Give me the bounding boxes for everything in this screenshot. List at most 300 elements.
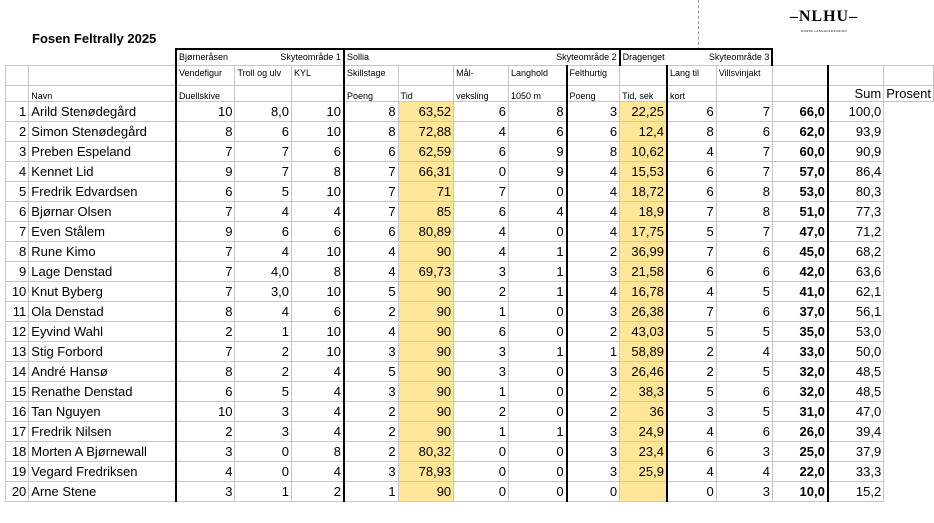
cell-tid: 90 (398, 481, 454, 501)
cell-rank: 19 (6, 461, 29, 481)
cell-kyl: 2 (292, 481, 344, 501)
cell-tidsek: 25,9 (620, 461, 667, 481)
cell-skillstage: 3 (344, 381, 398, 401)
col-malveksling: Mål- (454, 65, 509, 85)
cell-troll: 3 (235, 421, 292, 441)
cell-kyl: 4 (292, 201, 344, 221)
cell-tidsek: 18,72 (620, 181, 667, 201)
cell-skillstage: 7 (344, 181, 398, 201)
cell-tidsek: 10,62 (620, 141, 667, 161)
cell-troll: 2 (235, 341, 292, 361)
cell-langhold: 0 (508, 321, 566, 341)
col-poeng: Poeng (344, 85, 398, 101)
cell-tidsek: 58,89 (620, 341, 667, 361)
cell-rank: 13 (6, 341, 29, 361)
cell-vendefigur: 4 (176, 461, 235, 481)
table-row (6, 401, 934, 421)
cell-vendefigur: 8 (176, 301, 235, 321)
cell-langhold: 0 (508, 301, 566, 321)
cell-tid: 78,93 (398, 461, 454, 481)
cell-navn: Rune Kimo (29, 241, 176, 261)
group-bjorneraasen: Bjørneråsen Skyteområde 1 (176, 49, 344, 65)
cell-felthurtig: 4 (567, 181, 620, 201)
cell-sum: 62,0 (772, 121, 827, 141)
cell-navn: Stig Forbord (29, 341, 176, 361)
cell-kyl: 8 (292, 261, 344, 281)
cell-villsvin: 7 (716, 101, 772, 121)
results-table (5, 48, 934, 502)
cell-felthurtig: 1 (567, 341, 620, 361)
cell-navn: Eyvind Wahl (29, 321, 176, 341)
cell-langhold: 1 (508, 261, 566, 281)
cell-langtil: 7 (667, 201, 716, 221)
cell-troll: 3 (235, 401, 292, 421)
cell-malveksling: 2 (454, 281, 509, 301)
cell-langhold: 0 (508, 461, 566, 481)
cell-villsvin: 6 (716, 301, 772, 321)
cell-navn: Kennet Lid (29, 161, 176, 181)
cell-troll: 4 (235, 301, 292, 321)
cell-langhold: 0 (508, 481, 566, 501)
cell-tid: 62,59 (398, 141, 454, 161)
cell-malveksling: 4 (454, 221, 509, 241)
cell-langtil: 4 (667, 461, 716, 481)
cell-villsvin: 7 (716, 221, 772, 241)
cell-vendefigur: 9 (176, 221, 235, 241)
cell-skillstage: 2 (344, 441, 398, 461)
cell-felthurtig: 2 (567, 381, 620, 401)
cell-prosent: 63,6 (828, 261, 884, 281)
cell-vendefigur: 2 (176, 321, 235, 341)
cell-felthurtig: 0 (567, 481, 620, 501)
cell-prosent: 71,2 (828, 221, 884, 241)
table-row (6, 181, 934, 201)
cell-langhold: 8 (508, 101, 566, 121)
col-vendefigur: Vendefigur (176, 65, 235, 85)
cell-villsvin: 5 (716, 401, 772, 421)
cell-skillstage: 6 (344, 141, 398, 161)
cell-tid: 90 (398, 401, 454, 421)
cell-tid: 66,31 (398, 161, 454, 181)
table-row (6, 101, 934, 121)
cell-langtil: 8 (667, 121, 716, 141)
cell-felthurtig: 3 (567, 441, 620, 461)
cell-langhold: 1 (508, 341, 566, 361)
cell-skillstage: 8 (344, 101, 398, 121)
cell-kyl: 10 (292, 181, 344, 201)
subheader-row (6, 65, 934, 85)
cell-felthurtig: 3 (567, 361, 620, 381)
cell-villsvin: 6 (716, 241, 772, 261)
cell-prosent: 93,9 (828, 121, 884, 141)
cell-sum: 66,0 (772, 101, 827, 121)
cell-troll: 4 (235, 241, 292, 261)
cell-tidsek: 12,4 (620, 121, 667, 141)
cell-prosent: 62,1 (828, 281, 884, 301)
cell-langtil: 5 (667, 321, 716, 341)
cell-skillstage: 8 (344, 121, 398, 141)
cell-skillstage: 4 (344, 321, 398, 341)
col-kyl: KYL (292, 65, 344, 85)
cell-villsvin: 5 (716, 281, 772, 301)
cell-villsvin: 3 (716, 481, 772, 501)
cell-skillstage: 1 (344, 481, 398, 501)
cell-langhold: 6 (508, 121, 566, 141)
cell-malveksling: 6 (454, 101, 509, 121)
cell-vendefigur: 3 (176, 441, 235, 461)
cell-rank: 6 (6, 201, 29, 221)
cell-navn: Arild Stenødegård (29, 101, 176, 121)
cell-prosent: 68,2 (828, 241, 884, 261)
cell-villsvin: 5 (716, 321, 772, 341)
cell-tidsek: 16,78 (620, 281, 667, 301)
cell-vendefigur: 7 (176, 281, 235, 301)
table-row (6, 121, 934, 141)
cell-tid: 71 (398, 181, 454, 201)
cell-skillstage: 4 (344, 241, 398, 261)
cell-malveksling: 6 (454, 141, 509, 161)
cell-malveksling: 1 (454, 421, 509, 441)
cell-sum: 42,0 (772, 261, 827, 281)
col-sum: Sum (828, 85, 884, 101)
cell-prosent: 48,5 (828, 361, 884, 381)
cell-navn: Arne Stene (29, 481, 176, 501)
cell-prosent: 47,0 (828, 401, 884, 421)
cell-navn: André Hansø (29, 361, 176, 381)
cell-kyl: 10 (292, 281, 344, 301)
cell-villsvin: 6 (716, 381, 772, 401)
cell-tid: 90 (398, 381, 454, 401)
cell-felthurtig: 4 (567, 161, 620, 181)
cell-tidsek: 23,4 (620, 441, 667, 461)
cell-kyl: 4 (292, 421, 344, 441)
cell-sum: 51,0 (772, 201, 827, 221)
cell-vendefigur: 7 (176, 341, 235, 361)
cell-navn: Ola Denstad (29, 301, 176, 321)
cell-troll: 6 (235, 221, 292, 241)
cell-kyl: 4 (292, 381, 344, 401)
cell-rank: 14 (6, 361, 29, 381)
group-sollia: Sollia Skyteområde 2 (344, 49, 620, 65)
cell-navn: Renathe Denstad (29, 381, 176, 401)
cell-tid: 69,73 (398, 261, 454, 281)
cell-rank: 7 (6, 221, 29, 241)
cell-rank: 4 (6, 161, 29, 181)
cell-langtil: 6 (667, 261, 716, 281)
cell-sum: 60,0 (772, 141, 827, 161)
col-prosent: Prosent (884, 85, 934, 101)
cell-langhold: 0 (508, 361, 566, 381)
cell-troll: 2 (235, 361, 292, 381)
cell-langtil: 6 (667, 101, 716, 121)
table-row (6, 281, 934, 301)
cell-tid: 90 (398, 361, 454, 381)
table-row (6, 221, 934, 241)
cell-tidsek: 18,9 (620, 201, 667, 221)
cell-langhold: 9 (508, 141, 566, 161)
cell-navn: Simon Stenødegård (29, 121, 176, 141)
cell-felthurtig: 2 (567, 321, 620, 341)
cell-navn: Morten A Bjørnewall (29, 441, 176, 461)
cell-skillstage: 3 (344, 461, 398, 481)
cell-tid: 90 (398, 241, 454, 261)
column-header-row (6, 85, 934, 101)
cell-felthurtig: 4 (567, 221, 620, 241)
cell-villsvin: 6 (716, 261, 772, 281)
cell-rank: 18 (6, 441, 29, 461)
cell-rank: 12 (6, 321, 29, 341)
cell-prosent: 39,4 (828, 421, 884, 441)
cell-villsvin: 4 (716, 341, 772, 361)
cell-felthurtig: 2 (567, 401, 620, 421)
table-row (6, 201, 934, 221)
cell-vendefigur: 7 (176, 241, 235, 261)
cell-tidsek: 17,75 (620, 221, 667, 241)
cell-tid: 72,88 (398, 121, 454, 141)
cell-navn: Vegard Fredriksen (29, 461, 176, 481)
cell-sum: 32,0 (772, 381, 827, 401)
cell-malveksling: 3 (454, 341, 509, 361)
cell-sum: 10,0 (772, 481, 827, 501)
cell-villsvin: 3 (716, 441, 772, 461)
cell-tidsek: 21,58 (620, 261, 667, 281)
cell-tidsek: 36,99 (620, 241, 667, 261)
cell-felthurtig: 2 (567, 241, 620, 261)
cell-sum: 31,0 (772, 401, 827, 421)
logo-subtitle: NORSK LANGHOLDSUNION (801, 29, 847, 33)
cell-malveksling: 7 (454, 181, 509, 201)
cell-vendefigur: 7 (176, 201, 235, 221)
cell-troll: 1 (235, 321, 292, 341)
cell-tidsek: 43,03 (620, 321, 667, 341)
col-navn: Navn (29, 85, 176, 101)
cell-skillstage: 7 (344, 161, 398, 181)
cell-navn: Bjørnar Olsen (29, 201, 176, 221)
cell-tid: 80,32 (398, 441, 454, 461)
cell-skillstage: 2 (344, 401, 398, 421)
cell-malveksling: 1 (454, 381, 509, 401)
cell-villsvin: 7 (716, 161, 772, 181)
table-row (6, 381, 934, 401)
cell-troll: 4,0 (235, 261, 292, 281)
cell-malveksling: 0 (454, 481, 509, 501)
cell-tidsek: 22,25 (620, 101, 667, 121)
cell-tid: 63,52 (398, 101, 454, 121)
cell-langhold: 9 (508, 161, 566, 181)
cell-langhold: 0 (508, 181, 566, 201)
cell-kyl: 4 (292, 361, 344, 381)
cell-malveksling: 4 (454, 241, 509, 261)
cell-malveksling: 3 (454, 361, 509, 381)
cell-villsvin: 7 (716, 141, 772, 161)
cell-prosent: 15,2 (828, 481, 884, 501)
cell-skillstage: 2 (344, 421, 398, 441)
cell-kyl: 10 (292, 241, 344, 261)
cell-villsvin: 8 (716, 201, 772, 221)
cell-tidsek: 36 (620, 401, 667, 421)
cell-prosent: 80,3 (828, 181, 884, 201)
cell-vendefigur: 9 (176, 161, 235, 181)
col-duellskive: Duellskive (176, 85, 235, 101)
page-break-line (698, 0, 699, 50)
cell-kyl: 4 (292, 461, 344, 481)
cell-troll: 6 (235, 121, 292, 141)
cell-langhold: 0 (508, 381, 566, 401)
table-row (6, 301, 934, 321)
nlhu-logo (782, 4, 866, 34)
cell-troll: 1 (235, 481, 292, 501)
cell-sum: 26,0 (772, 421, 827, 441)
cell-troll: 0 (235, 461, 292, 481)
col-langhold: Langhold (508, 65, 566, 85)
col-villsvinjakt: Villsvinjakt (716, 65, 772, 85)
cell-skillstage: 5 (344, 281, 398, 301)
cell-prosent: 56,1 (828, 301, 884, 321)
cell-troll: 8,0 (235, 101, 292, 121)
cell-rank: 17 (6, 421, 29, 441)
cell-kyl: 6 (292, 141, 344, 161)
cell-villsvin: 8 (716, 181, 772, 201)
cell-tidsek (620, 481, 667, 501)
cell-prosent: 77,3 (828, 201, 884, 221)
cell-kyl: 10 (292, 321, 344, 341)
cell-langtil: 5 (667, 381, 716, 401)
cell-rank: 2 (6, 121, 29, 141)
cell-rank: 9 (6, 261, 29, 281)
cell-langtil: 4 (667, 421, 716, 441)
table-row (6, 421, 934, 441)
cell-vendefigur: 6 (176, 181, 235, 201)
cell-malveksling: 6 (454, 321, 509, 341)
cell-prosent: 90,9 (828, 141, 884, 161)
cell-vendefigur: 7 (176, 141, 235, 161)
cell-vendefigur: 7 (176, 261, 235, 281)
col-lang-til-kort: Lang til (667, 65, 716, 85)
cell-sum: 33,0 (772, 341, 827, 361)
cell-langtil: 3 (667, 401, 716, 421)
cell-villsvin: 5 (716, 361, 772, 381)
cell-rank: 15 (6, 381, 29, 401)
cell-rank: 10 (6, 281, 29, 301)
col-kort: kort (667, 85, 716, 101)
cell-rank: 8 (6, 241, 29, 261)
cell-troll: 5 (235, 381, 292, 401)
cell-langhold: 0 (508, 401, 566, 421)
cell-navn: Knut Byberg (29, 281, 176, 301)
cell-tidsek: 24,9 (620, 421, 667, 441)
cell-navn: Lage Denstad (29, 261, 176, 281)
cell-sum: 25,0 (772, 441, 827, 461)
cell-troll: 5 (235, 181, 292, 201)
cell-prosent: 100,0 (828, 101, 884, 121)
cell-langtil: 4 (667, 281, 716, 301)
cell-felthurtig: 3 (567, 461, 620, 481)
cell-troll: 4 (235, 201, 292, 221)
cell-troll: 7 (235, 161, 292, 181)
cell-malveksling: 0 (454, 461, 509, 481)
table-row (6, 161, 934, 181)
cell-sum: 37,0 (772, 301, 827, 321)
cell-felthurtig: 3 (567, 261, 620, 281)
cell-skillstage: 5 (344, 361, 398, 381)
cell-kyl: 6 (292, 301, 344, 321)
cell-kyl: 4 (292, 401, 344, 421)
cell-kyl: 6 (292, 221, 344, 241)
cell-langhold: 1 (508, 421, 566, 441)
cell-vendefigur: 10 (176, 101, 235, 121)
col-1050m: 1050 m (508, 85, 566, 101)
cell-prosent: 48,5 (828, 381, 884, 401)
cell-rank: 5 (6, 181, 29, 201)
cell-skillstage: 6 (344, 221, 398, 241)
cell-skillstage: 7 (344, 201, 398, 221)
table-row (6, 441, 934, 461)
table-row (6, 361, 934, 381)
cell-malveksling: 0 (454, 161, 509, 181)
group-header-row (6, 49, 934, 65)
cell-malveksling: 1 (454, 301, 509, 321)
cell-malveksling: 6 (454, 201, 509, 221)
col-veksling: veksling (454, 85, 509, 101)
table-row (6, 321, 934, 341)
cell-tid: 90 (398, 301, 454, 321)
col-felthurtig: Felthurtig (567, 65, 620, 85)
cell-sum: 53,0 (772, 181, 827, 201)
cell-rank: 20 (6, 481, 29, 501)
col-troll-og-ulv: Troll og ulv (235, 65, 292, 85)
cell-rank: 11 (6, 301, 29, 321)
cell-langhold: 1 (508, 241, 566, 261)
cell-malveksling: 4 (454, 121, 509, 141)
cell-malveksling: 2 (454, 401, 509, 421)
cell-kyl: 10 (292, 121, 344, 141)
table-row (6, 341, 934, 361)
cell-rank: 16 (6, 401, 29, 421)
table-row (6, 461, 934, 481)
cell-sum: 45,0 (772, 241, 827, 261)
cell-tidsek: 15,53 (620, 161, 667, 181)
cell-tid: 80,89 (398, 221, 454, 241)
cell-navn: Fredrik Edvardsen (29, 181, 176, 201)
cell-prosent: 53,0 (828, 321, 884, 341)
cell-sum: 35,0 (772, 321, 827, 341)
cell-langtil: 2 (667, 341, 716, 361)
cell-sum: 57,0 (772, 161, 827, 181)
cell-skillstage: 3 (344, 341, 398, 361)
cell-vendefigur: 3 (176, 481, 235, 501)
cell-langtil: 6 (667, 441, 716, 461)
cell-tid: 90 (398, 321, 454, 341)
cell-troll: 0 (235, 441, 292, 461)
cell-tid: 90 (398, 341, 454, 361)
col-tid: Tid (398, 85, 454, 101)
table-row (6, 261, 934, 281)
cell-felthurtig: 4 (567, 281, 620, 301)
table-row (6, 241, 934, 261)
cell-langtil: 2 (667, 361, 716, 381)
cell-villsvin: 4 (716, 461, 772, 481)
cell-tid: 90 (398, 421, 454, 441)
cell-kyl: 10 (292, 101, 344, 121)
cell-vendefigur: 8 (176, 121, 235, 141)
cell-sum: 41,0 (772, 281, 827, 301)
cell-navn: Tan Nguyen (29, 401, 176, 421)
cell-prosent: 33,3 (828, 461, 884, 481)
cell-langhold: 0 (508, 441, 566, 461)
cell-felthurtig: 8 (567, 141, 620, 161)
table-row (6, 141, 934, 161)
cell-villsvin: 6 (716, 121, 772, 141)
